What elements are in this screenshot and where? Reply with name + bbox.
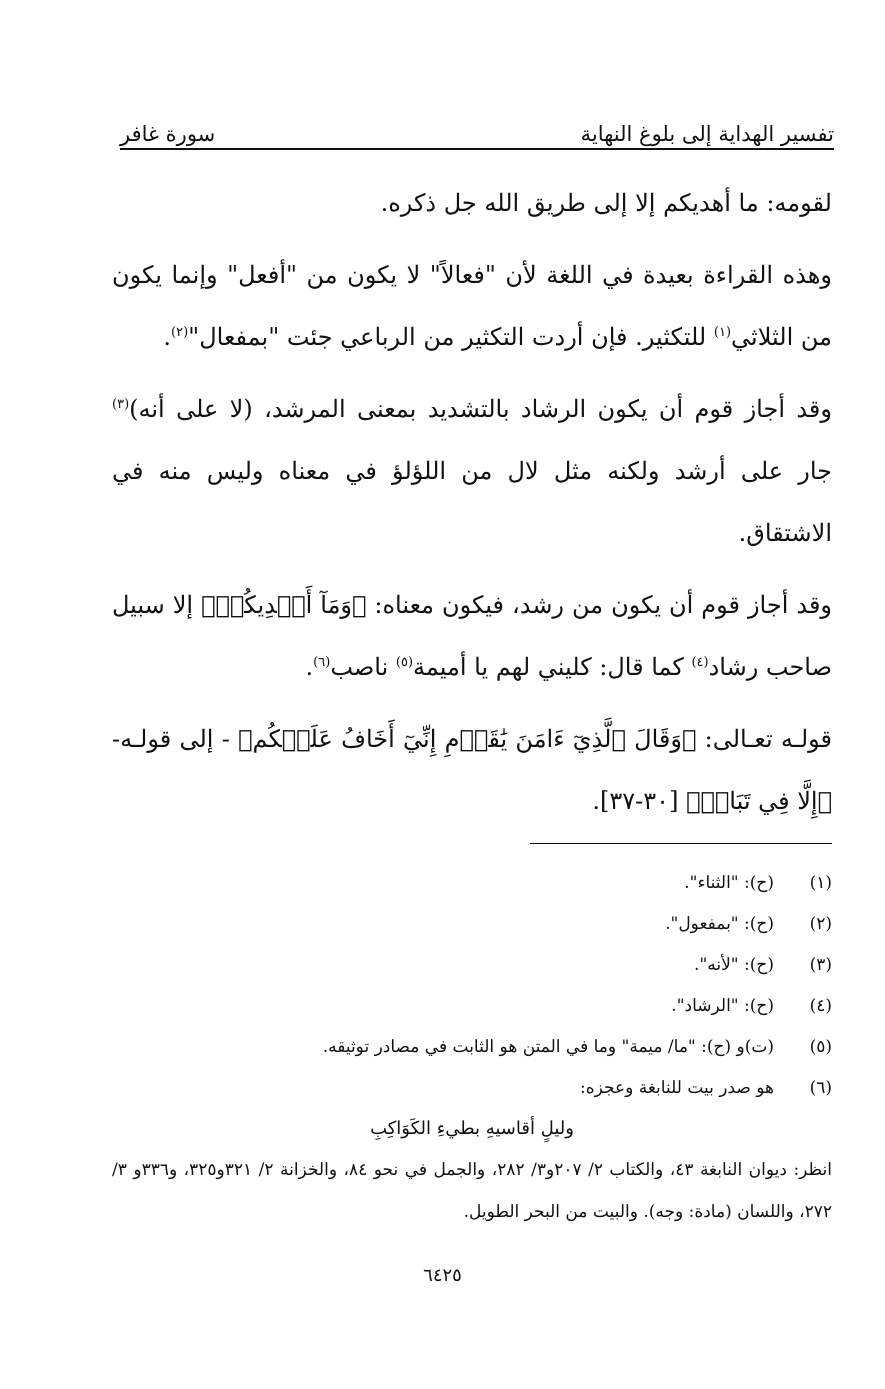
paragraph-4-text: إلا سبيل صاحب رشاد [112, 591, 832, 681]
footnote-ref-1[interactable]: (١) [713, 325, 732, 340]
main-text [112, 172, 832, 832]
footnotes [112, 863, 832, 1233]
footnote-item [112, 945, 832, 986]
footnote-text: (ح): "الرشاد". [671, 996, 774, 1016]
footnote-ref-4[interactable]: (٤) [691, 655, 709, 670]
paragraph-5-text: قولـه تعـالى: [696, 725, 833, 753]
quran-quote: ﴿وَقَالَ ٱلَّذِيٓ ءَامَنَ يَٰقَوۡمِ إِنِّيٓ أَخَافُ عَلَيۡكُم﴾ [238, 725, 697, 753]
footnote-references: انظر: ديوان النابغة ٤٣، والكتاب ٢/ ٢٠٧و٣/ ٢٨٢، والجمل في نحو ٨٤، والخزانة ٢/ ٣٢١و٣٢٥، و٣٣٦و ٣/ ٢٧٢، واللسان (مادة: وجه). والبيت من البحر الطويل. [112, 1160, 832, 1222]
running-header [120, 112, 834, 146]
paragraph-4-text: وقد أجاز قوم أن يكون من رشد، فيكون معناه: [366, 591, 833, 619]
footnote-text: هو صدر بيت للنابغة وعجزه: [580, 1078, 774, 1098]
surah-name: سورة غافر [120, 122, 216, 146]
paragraph-5 [112, 708, 832, 832]
footnote-text: (ت)و (ح): "ما/ ميمة" وما في المتن هو الثابت في مصادر توثيقه. [322, 1037, 774, 1057]
paragraph-4 [112, 574, 832, 698]
footnote-separator [530, 843, 832, 844]
footnote-item [112, 986, 832, 1027]
footnote-ref-6[interactable]: (٦) [313, 655, 331, 670]
footnote-text: (ح): "لأنه". [694, 955, 774, 975]
paragraph-2-text: . [163, 323, 172, 351]
footnote-item [112, 863, 832, 904]
header-rule [120, 148, 834, 150]
footnote-item [112, 1027, 832, 1068]
footnote-ref-3[interactable]: (٣) [112, 397, 130, 412]
footnote-ref-5[interactable]: (٥) [395, 655, 414, 670]
paragraph-5-text: - إلى قولـه- [112, 725, 239, 753]
paragraph-3 [112, 378, 832, 564]
footnote-text: (ح): "الثناء". [684, 873, 774, 893]
paragraph-1-text: لقومه: ما أهديكم إلا إلى طريق الله جل ذكره. [380, 189, 832, 217]
paragraph-2-text: للتكثير. فإن أردت التكثير من الرباعي جئت "بمفعال" [188, 323, 714, 351]
quran-quote: ﴿وَمَآ أَهۡدِيكُمۡ﴾ [201, 591, 367, 619]
verse-range: [٣٠-٣٧]. [592, 787, 687, 815]
footnote-number: (٢) [809, 914, 832, 934]
paragraph-3-text: جار على أرشد ولكنه مثل لال من اللؤلؤ في معناه وليس منه في الاشتقاق. [112, 457, 832, 547]
footnote-number: (١) [809, 873, 832, 893]
footnote-item [112, 1068, 832, 1109]
footnote-number: (٣) [809, 955, 832, 975]
paragraph-4-text: . [305, 653, 314, 681]
footnote-text: (ح): "بمفعول". [665, 914, 774, 934]
footnote-item [112, 904, 832, 945]
paragraph-2-text: وهذه القراءة بعيدة في اللغة لأن "فعالاً" لا يكون من "أفعل" وإنما يكون من الثلاثي [112, 261, 832, 351]
paragraph-1 [112, 172, 832, 234]
poetry-verse: وليلٍ أقاسيهِ بطيءِ الكَوَاكِبِ [370, 1118, 574, 1139]
footnote-number: (٥) [809, 1037, 832, 1057]
page-number: ٦٤٢٥ [423, 1265, 462, 1286]
footnote-ref-2[interactable]: (٢) [171, 325, 189, 340]
paragraph-4-text: ناصب [330, 653, 396, 681]
paragraph-2 [112, 244, 832, 368]
footnote-number: (٤) [809, 996, 832, 1016]
paragraph-4-text: كما قال: كليني لهم يا أميمة [413, 653, 692, 681]
footnote-number: (٦) [809, 1078, 832, 1098]
book-title: تفسير الهداية إلى بلوغ النهاية [580, 122, 834, 146]
paragraph-3-text: وقد أجاز قوم أن يكون الرشاد بالتشديد بمعنى المرشد، (لا على أنه) [129, 395, 832, 423]
quran-quote: ﴿إِلَّا فِي تَبَابٖ﴾ [686, 787, 832, 815]
